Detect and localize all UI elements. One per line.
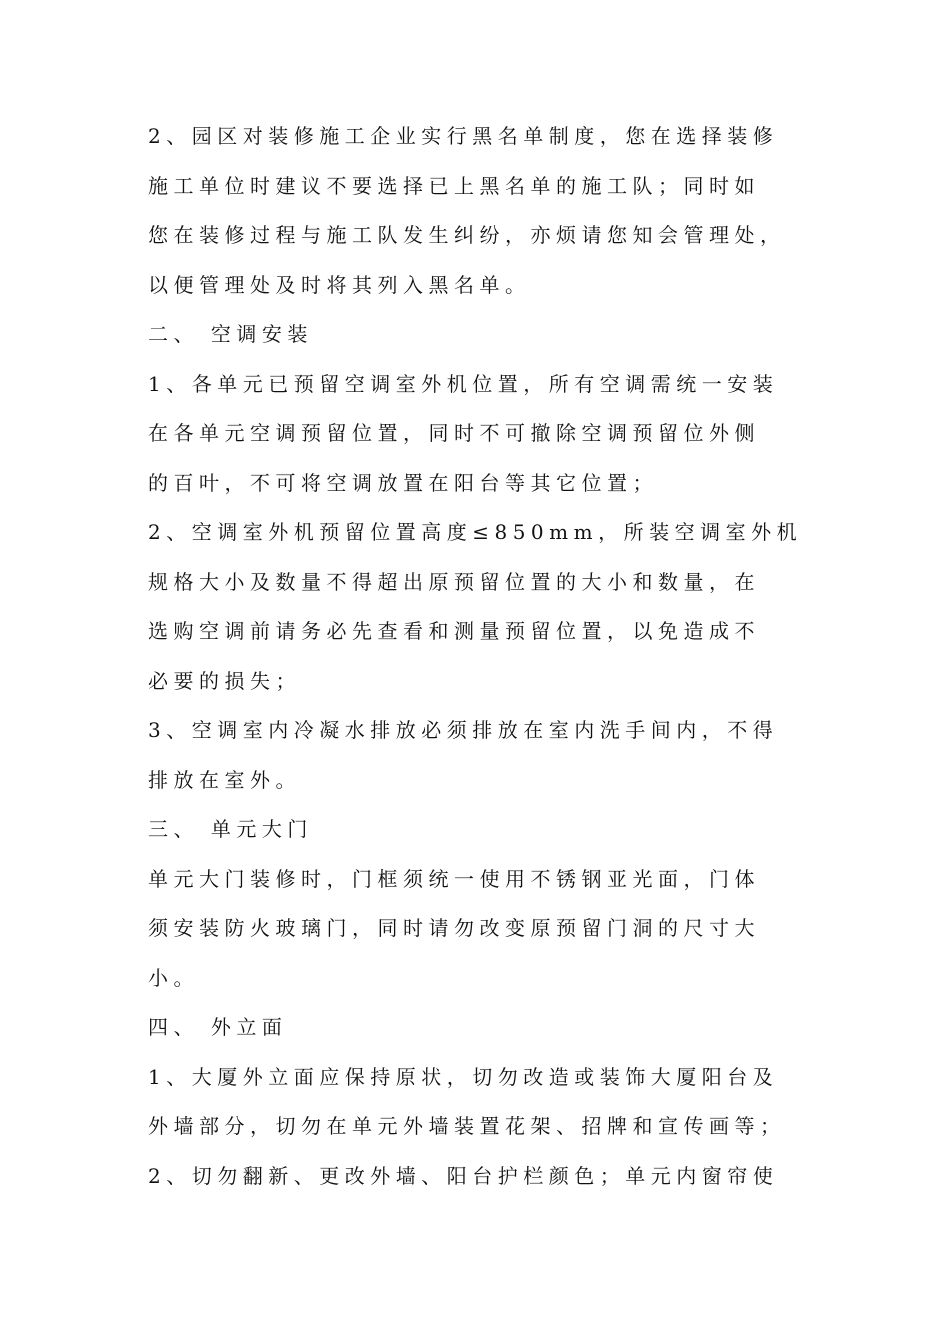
section-heading-facade: 四、 外立面 — [148, 1015, 288, 1039]
paragraph-line: 必要的损失； — [148, 668, 301, 693]
paragraph-line: 外墙部分，切勿在单元外墙装置花架、招牌和宣传画等； — [148, 1114, 786, 1138]
document-body — [148, 112, 808, 1201]
paragraph-line: 小。 — [148, 965, 199, 990]
paragraph-line: 以便管理处及时将其列入黑名单。 — [148, 272, 531, 297]
paragraph-line: 单元大门装修时，门框须统一使用不锈钢亚光面，门体 — [148, 866, 760, 891]
paragraph-line: 2、空调室外机预留位置高度≤850mm，所装空调室外机 — [148, 520, 803, 544]
paragraph-line: 2、园区对装修施工企业实行黑名单制度，您在选择装修 — [148, 124, 779, 148]
paragraph-line: 施工单位时建议不要选择已上黑名单的施工队；同时如 — [148, 173, 760, 198]
paragraph-line: 的百叶，不可将空调放置在阳台等其它位置； — [148, 470, 658, 495]
paragraph-line: 在各单元空调预留位置，同时不可撤除空调预留位外侧 — [148, 421, 760, 445]
paragraph-line: 2、切勿翻新、更改外墙、阳台护栏颜色；单元内窗帘使 — [148, 1163, 779, 1188]
paragraph-line: 3、空调室内冷凝水排放必须排放在室内洗手间内，不得 — [148, 718, 779, 742]
paragraph-line: 1、各单元已预留空调室外机位置，所有空调需统一安装 — [148, 371, 779, 396]
paragraph-line: 排放在室外。 — [148, 767, 301, 792]
paragraph-line: 您在装修过程与施工队发生纠纷，亦烦请您知会管理处， — [148, 223, 786, 247]
paragraph-line: 须安装防火玻璃门，同时请勿改变原预留门洞的尺寸大 — [148, 916, 760, 940]
paragraph-line: 选购空调前请务必先查看和测量预留位置，以免造成不 — [148, 619, 760, 643]
paragraph-line: 规格大小及数量不得超出原预留位置的大小和数量，在 — [148, 569, 760, 594]
section-heading-air-conditioning: 二、 空调安装 — [148, 322, 313, 346]
section-heading-unit-door: 三、 单元大门 — [148, 817, 313, 841]
paragraph-line: 1、大厦外立面应保持原状，切勿改造或装饰大厦阳台及 — [148, 1064, 779, 1089]
